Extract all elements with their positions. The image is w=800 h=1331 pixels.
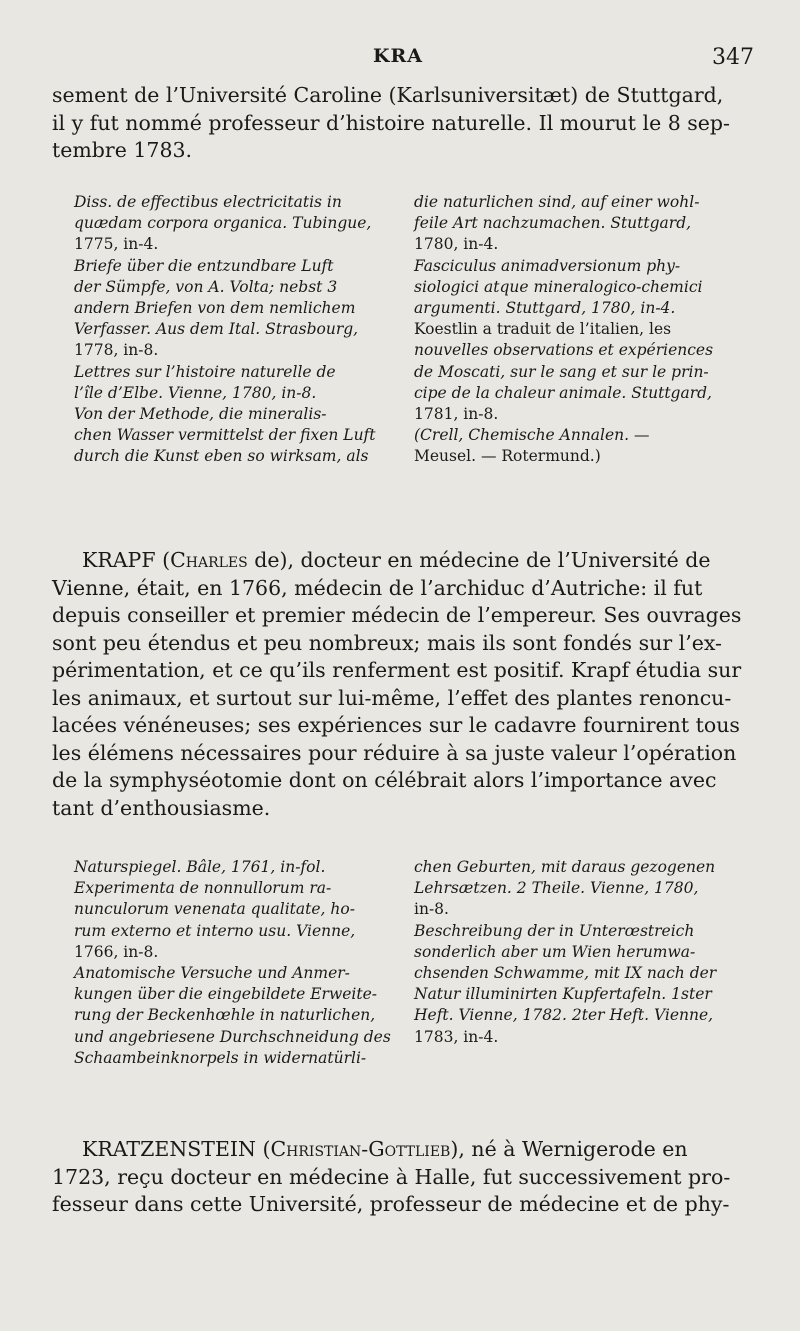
bib-line: in-8. [414,900,449,919]
bibliography-column-right [414,192,746,468]
entry-line-rest: ), né à Wernigerode en [450,1137,688,1161]
bib-line: Von der Methode, die mineralis- [74,405,327,424]
text-line: Vienne, était, en 1766, médecin de l’archiduc d’Autriche: il fut [52,575,703,600]
text-line: tembre 1783. [52,138,193,162]
bib-line: 1783, in-4. [414,1027,499,1046]
bib-line: chen Geburten, mit daraus gezogenen [414,858,716,876]
entry-given-name: Christian-Gottlieb [270,1137,451,1161]
text-line: depuis conseiller et premier médecin de l’empereur. Ses ouvrages [52,603,742,627]
entry-name: KRATZENSTEIN [82,1137,256,1161]
bib-line: Verfasser. Aus dem Ital. Strasbourg, [74,320,359,339]
paragraph-kratzenstein [52,1136,772,1219]
bib-line: Diss. de effectibus electricitatis in [74,193,342,211]
bib-line: Fasciculus animadversionum phy- [414,256,681,275]
bib-line: kungen über die eingebildete Erweite- [74,985,377,1004]
text-line: KRAPF (Charles de), docteur en médecine de l’Université de [82,548,711,572]
entry-name: KRAPF [82,548,156,572]
bib-line: Naturspiegel. Bâle, 1761, in-fol. [74,858,326,876]
bib-line: nouvelles observations et expériences [414,341,714,360]
text-line: tant d’enthousiasme. [52,795,271,820]
running-head: KRA [373,45,424,67]
text-line: sont peu étendus et peu nombreux; mais ils sont fondés sur l’ex- [52,630,722,655]
text-line: sement de l’Université Caroline (Karlsuniversitæt) de Stuttgard, [52,83,724,107]
bib-line: Meusel. — Rotermund.) [414,447,601,466]
bib-line: rum externo et interno usu. Vienne, [74,921,356,940]
bib-line: argumenti. Stuttgard, 1780, in-4. [414,299,676,318]
bib-line: (Crell, Chemische Annalen. — [414,426,650,445]
bibliography-column-right [414,857,746,1048]
bib-line: 1766, in-8. [74,942,159,961]
bib-line: sonderlich aber um Wien herumwa- [414,942,696,961]
bib-line: l’île d’Elbe. Vienne, 1780, in-8. [74,383,317,402]
entry-line-rest: de), docteur en médecine de l’Université de [247,548,711,572]
bib-line: Natur illuminirten Kupfertafeln. 1ster [414,985,712,1004]
bibliography-column-left [74,192,406,468]
bib-line: Lettres sur l’histoire naturelle de [74,362,336,381]
bib-line: Beschreibung der in Unterœstreich [414,921,695,940]
bib-line: nunculorum venenata qualitate, ho- [74,900,355,919]
text-line: il y fut nommé professeur d’histoire naturelle. Il mourut le 8 sep- [52,110,730,135]
bib-line: Koestlin a traduit de l’italien, les [414,320,672,339]
bib-line: durch die Kunst eben so wirksam, als [74,447,369,466]
bib-line: 1781, in-8. [414,405,499,424]
bib-line: Schaambeinknorpels in widernatürli- [74,1048,367,1067]
bib-line: Briefe über die entzundbare Luft [74,256,334,275]
bib-line: und angebriesene Durchschneidung des [74,1027,391,1046]
bib-line: chen Wasser vermittelst der fixen Luft [74,426,376,445]
bib-line: Experimenta de nonnullorum ra- [74,879,332,898]
text-line: périmentation, et ce qu’ils renferment est positif. Krapf étudia sur [52,658,742,682]
text-line: lacées vénéneuses; ses expériences sur le cadavre fournirent tous [52,713,740,737]
bib-line: Anatomische Versuche und Anmer- [74,964,350,983]
bib-line: siologici atque mineralogico-chemici [414,277,703,296]
bib-line: de Moscati, sur le sang et sur le prin- [414,362,709,381]
bib-line: 1780, in-4. [414,235,499,254]
text-line: de la symphyséotomie dont on célébrait alors l’importance avec [52,768,717,792]
bib-line: chsenden Schwamme, mit IX nach der [414,964,717,983]
text-line: fesseur dans cette Université, professeur de médecine et de phy- [52,1192,730,1216]
bib-line: der Sümpfe, von A. Volta; nebst 3 [74,277,338,296]
text-line: 1723, reçu docteur en médecine à Halle, fut successivement pro- [52,1164,731,1189]
text-line: KRATZENSTEIN (Christian-Gottlieb), né à Wernigerode en [82,1137,688,1161]
text-line: les animaux, et surtout sur lui-même, l’effet des plantes renoncu- [52,685,732,710]
bib-line: die naturlichen sind, auf einer wohl- [414,193,700,211]
text-line: les élémens nécessaires pour réduire à sa juste valeur l’opération [52,740,737,765]
bib-line: rung der Beckenhœhle in naturlichen, [74,1006,376,1025]
bib-line: 1775, in-4. [74,235,159,254]
bib-line: quædam corpora organica. Tubingue, [74,214,372,233]
bibliography-column-left [74,857,406,1069]
bib-line: andern Briefen von dem nemlichem [74,299,356,318]
bib-line: Heft. Vienne, 1782. 2ter Heft. Vienne, [414,1006,714,1025]
bib-line: feile Art nachzumachen. Stuttgard, [414,214,692,233]
bib-line: cipe de la chaleur animale. Stuttgard, [414,383,712,402]
bib-line: Lehrsætzen. 2 Theile. Vienne, 1780, [414,879,699,898]
page-header [0,45,800,75]
bib-line: 1778, in-8. [74,341,159,360]
paragraph-krapf [52,547,772,822]
page-number: 347 [712,45,754,70]
paragraph-kratzenstein-end [52,82,772,165]
entry-given-name: Charles [170,548,248,572]
